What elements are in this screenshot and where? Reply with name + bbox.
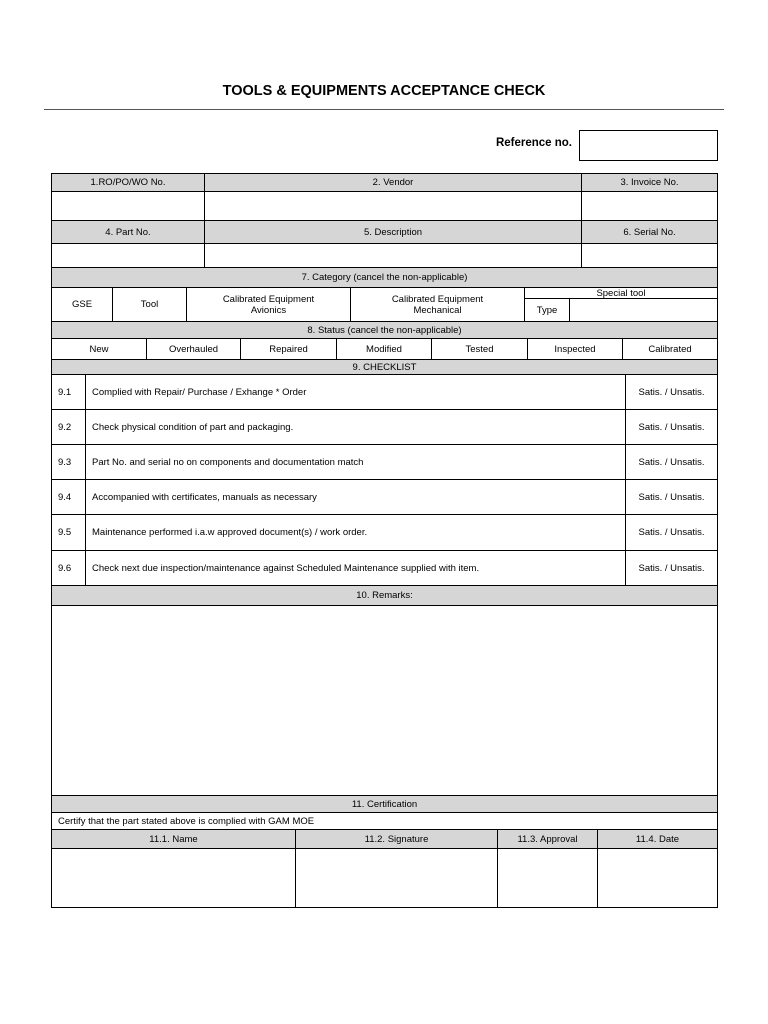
category-special-tool[interactable]: Special tool	[524, 287, 718, 299]
vendor-header: 2. Vendor	[204, 173, 582, 192]
ro-po-wo-field[interactable]	[51, 191, 205, 221]
checklist-item-text: Accompanied with certificates, manuals as necessary	[85, 479, 626, 515]
cert-approval-field[interactable]	[497, 848, 598, 908]
cert-name-field[interactable]	[51, 848, 296, 908]
cert-signature-header: 11.2. Signature	[295, 829, 498, 849]
checklist-item-number: 9.5	[51, 514, 86, 551]
title-divider	[44, 109, 724, 110]
remarks-field[interactable]	[51, 605, 718, 796]
category-gse[interactable]: GSE	[51, 287, 113, 322]
checklist-item-text: Check physical condition of part and packaging.	[85, 409, 626, 445]
checklist-item-number: 9.2	[51, 409, 86, 445]
checklist-item-text: Part No. and serial no on components and documentation match	[85, 444, 626, 480]
checklist-item-number: 9.3	[51, 444, 86, 480]
checklist-item-text: Complied with Repair/ Purchase / Exhange * Order	[85, 374, 626, 410]
certification-statement: Certify that the part stated above is complied with GAM MOE	[51, 812, 718, 830]
status-overhauled[interactable]: Overhauled	[146, 338, 241, 360]
special-tool-type-label: Type	[524, 298, 570, 322]
checklist-item-result[interactable]: Satis. / Unsatis.	[625, 479, 718, 515]
status-repaired[interactable]: Repaired	[240, 338, 337, 360]
checklist-item-text: Check next due inspection/maintenance against Scheduled Maintenance supplied with item.	[85, 550, 626, 586]
vendor-field[interactable]	[204, 191, 582, 221]
reference-label: Reference no.	[495, 137, 572, 149]
category-header: 7. Category (cancel the non-applicable)	[51, 267, 718, 288]
status-inspected[interactable]: Inspected	[527, 338, 623, 360]
invoice-header: 3. Invoice No.	[581, 173, 718, 192]
description-field[interactable]	[204, 243, 582, 268]
cal-mech-line2: Mechanical	[413, 304, 462, 316]
cert-name-header: 11.1. Name	[51, 829, 296, 849]
cert-approval-header: 11.3. Approval	[497, 829, 598, 849]
remarks-header: 10. Remarks:	[51, 585, 718, 606]
cert-date-header: 11.4. Date	[597, 829, 718, 849]
category-tool[interactable]: Tool	[112, 287, 187, 322]
category-calibrated-avionics[interactable]	[186, 287, 351, 322]
checklist-item-number: 9.1	[51, 374, 86, 410]
part-no-field[interactable]	[51, 243, 205, 268]
checklist-item-result[interactable]: Satis. / Unsatis.	[625, 374, 718, 410]
page-title: TOOLS & EQUIPMENTS ACCEPTANCE CHECK	[222, 83, 546, 99]
serial-no-field[interactable]	[581, 243, 718, 268]
status-header: 8. Status (cancel the non-applicable)	[51, 321, 718, 339]
cert-date-field[interactable]	[597, 848, 718, 908]
status-new[interactable]: New	[51, 338, 147, 360]
checklist-item-result[interactable]: Satis. / Unsatis.	[625, 409, 718, 445]
part-no-header: 4. Part No.	[51, 220, 205, 244]
checklist-item-result[interactable]: Satis. / Unsatis.	[625, 444, 718, 480]
special-tool-type-field[interactable]	[569, 298, 718, 322]
checklist-item-number: 9.4	[51, 479, 86, 515]
serial-no-header: 6. Serial No.	[581, 220, 718, 244]
checklist-item-result[interactable]: Satis. / Unsatis.	[625, 514, 718, 551]
status-tested[interactable]: Tested	[431, 338, 528, 360]
category-calibrated-mechanical[interactable]	[350, 287, 525, 322]
description-header: 5. Description	[204, 220, 582, 244]
certification-header: 11. Certification	[51, 795, 718, 813]
status-calibrated[interactable]: Calibrated	[622, 338, 718, 360]
checklist-header: 9. CHECKLIST	[51, 359, 718, 375]
cal-avionics-line1: Calibrated Equipment	[222, 293, 315, 305]
cal-avionics-line2: Avionics	[250, 304, 287, 316]
checklist-item-result[interactable]: Satis. / Unsatis.	[625, 550, 718, 586]
reference-field[interactable]	[579, 130, 718, 161]
checklist-item-text: Maintenance performed i.a.w approved document(s) / work order.	[85, 514, 626, 551]
status-modified[interactable]: Modified	[336, 338, 432, 360]
ro-po-wo-header: 1.RO/PO/WO No.	[51, 173, 205, 192]
cal-mech-line1: Calibrated Equipment	[391, 293, 484, 305]
checklist-item-number: 9.6	[51, 550, 86, 586]
invoice-field[interactable]	[581, 191, 718, 221]
cert-signature-field[interactable]	[295, 848, 498, 908]
